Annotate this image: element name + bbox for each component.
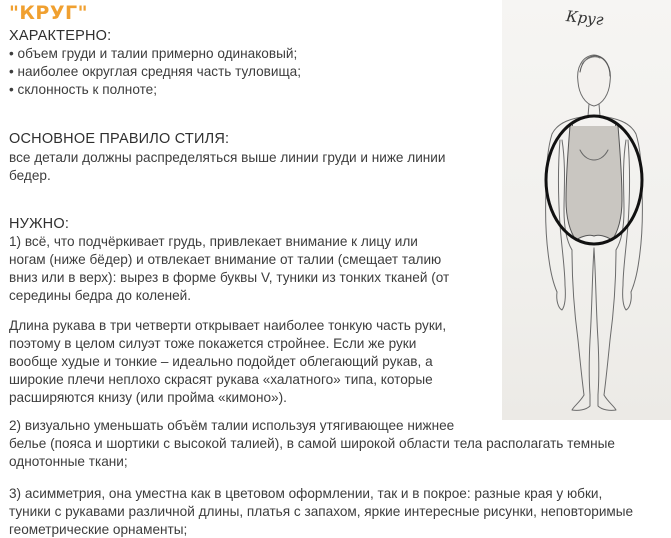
need-p2-line: Длина рукава в три четверти открывает наиболее тонкую часть руки,: [9, 318, 447, 333]
need-p1-line: 1) всё, что подчёркивает грудь, привлекает внимание к лицу или: [9, 234, 418, 249]
need-p1-line: вниз или в верх): вырез в форме буквы V, туники из тонких тканей (от: [9, 270, 450, 285]
characteristic-item: • склонность к полноте;: [9, 82, 157, 97]
need-p3-line: белье (пояса и шортики с высокой талией), в самой широкой области тела располагать темные: [9, 436, 615, 451]
characteristic-item: • наиболее округлая средняя часть туловища;: [9, 64, 302, 79]
characteristic-item: • объем груди и талии примерно одинаковый;: [9, 46, 298, 61]
rule-line: все детали должны распределяться выше линии груди и ниже линии: [9, 150, 446, 165]
need-p4-line: 3) асимметрия, она уместна как в цветовом оформлении, так и в покрое: разные края у юбки,: [9, 486, 603, 501]
need-p3-line: однотонные ткани;: [9, 454, 128, 469]
need-p2-line: поэтому в целом силуэт тоже покажется стройнее. Если же руки: [9, 336, 417, 351]
rule-line: бедер.: [9, 168, 51, 183]
rule-heading: ОСНОВНОЕ ПРАВИЛО СТИЛЯ:: [9, 131, 230, 147]
characteristic-heading: ХАРАКТЕРНО:: [9, 28, 112, 44]
need-p4-line: геометрические орнаменты;: [9, 522, 188, 537]
need-p2-line: вообще худые и тонкие – идеально подойдет облегающий рукав, а: [9, 354, 433, 369]
need-p2-line: расширяются книзу (или пройма «кимоно»).: [9, 390, 287, 405]
need-p1-line: ногам (ниже бёдер) и отвлекает внимание от талии (смещает талию: [9, 252, 442, 267]
need-p3-line: 2) визуально уменьшать объём талии используя утягивающее нижнее: [9, 418, 455, 433]
page-title: "КРУГ": [9, 2, 89, 24]
need-p1-line: середины бедра до коленей.: [9, 288, 192, 303]
body-shape-circle-icon: [502, 0, 671, 420]
illustration-caption: Круг: [565, 7, 605, 29]
need-p4-line: туники с рукавами различной длины, платья с запахом, яркие интересные рисунки, неповторимые: [9, 504, 634, 519]
need-heading: НУЖНО:: [9, 216, 70, 232]
need-p2-line: широкие плечи неплохо скрасят рукава «халатного» типа, которые: [9, 372, 433, 387]
